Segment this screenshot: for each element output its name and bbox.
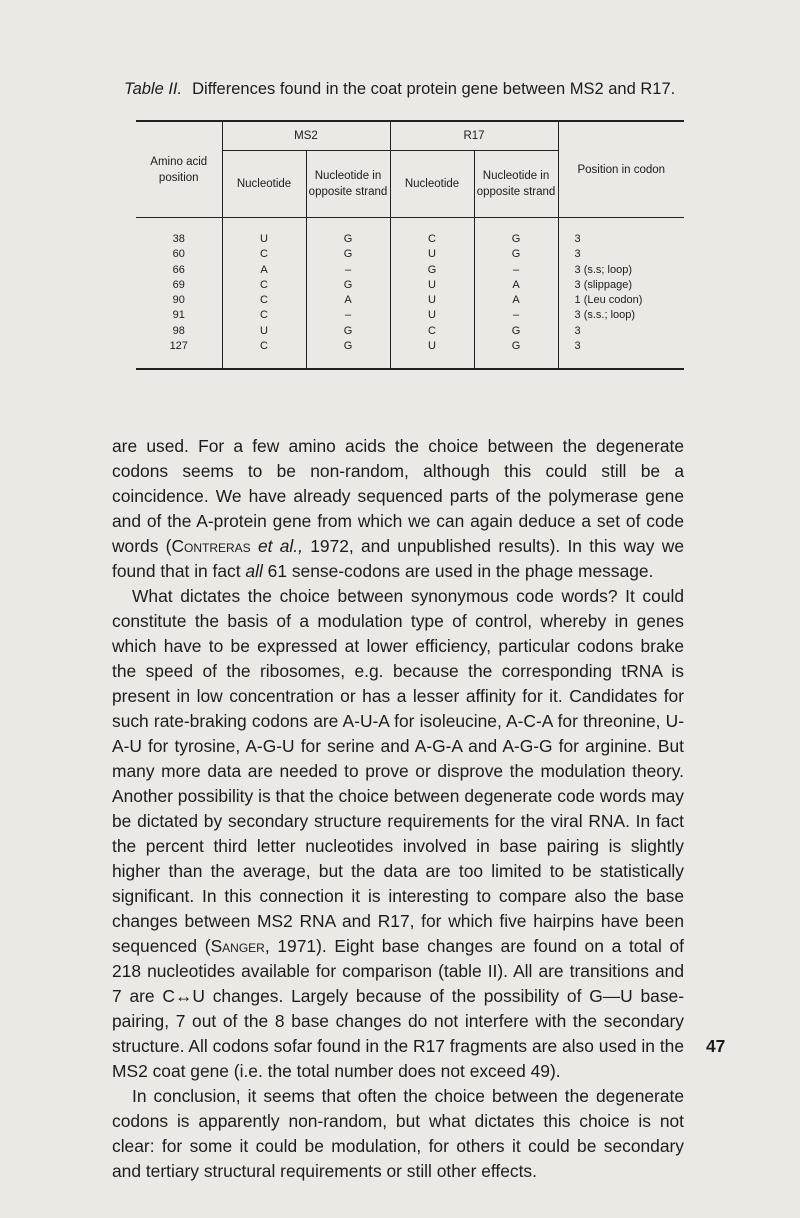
table-cell: C bbox=[222, 247, 306, 262]
table-cell: C bbox=[222, 308, 306, 323]
table-row bbox=[136, 339, 684, 369]
table-cell: G bbox=[306, 218, 390, 248]
table-cell: 3 (s.s.; loop) bbox=[574, 309, 636, 322]
header-ms2-nucleotide: Nucleotide bbox=[222, 151, 306, 218]
text-run: are used. For a few amino acids the choice between the degenerate codons seems to be non-random, although this could still be a coincidence. We have already sequenced parts of the polymerase gene and of the A-protein gene from which we can again deduce a set of code words ( bbox=[112, 436, 684, 556]
table-cell: 3 (s.s; loop) bbox=[574, 263, 632, 276]
table-cell: G bbox=[390, 263, 474, 278]
table-cell: U bbox=[390, 308, 474, 323]
table-cell: G bbox=[306, 278, 390, 293]
table-cell: 3 bbox=[574, 233, 581, 245]
table-cell: 60 bbox=[136, 247, 222, 262]
table-cell: A bbox=[222, 263, 306, 278]
table-cell: U bbox=[222, 324, 306, 339]
text-run bbox=[251, 536, 258, 556]
table-cell: U bbox=[390, 247, 474, 262]
text-run: In conclusion, it seems that often the choice between the degenerate codons is apparently non-random, but what dictates this choice is not clear: for some it could be modulation, for others it could be secondary and tertiary structural requirements or still other effects. bbox=[112, 1086, 684, 1181]
body-text bbox=[112, 434, 684, 1184]
table-row bbox=[136, 247, 684, 262]
table-cell: C bbox=[222, 339, 306, 369]
table-row bbox=[136, 218, 684, 248]
table-cell: G bbox=[474, 218, 558, 248]
table-cell: 3 bbox=[574, 248, 581, 261]
table-cell: U bbox=[390, 339, 474, 369]
table-row bbox=[136, 308, 684, 323]
table-cell: A bbox=[306, 293, 390, 308]
table-cell: G bbox=[474, 324, 558, 339]
base-change-table bbox=[136, 120, 684, 370]
text-run: 61 sense-codons are used in the phage message. bbox=[262, 561, 654, 581]
table-cell: U bbox=[390, 278, 474, 293]
header-group-r17: R17 bbox=[390, 121, 558, 151]
header-group-ms2: MS2 bbox=[222, 121, 390, 151]
table-caption-text: Differences found in the coat protein gene between MS2 and R17. bbox=[192, 80, 676, 98]
citation-author: Sanger bbox=[210, 936, 265, 956]
text-run: , 1971). Eight base changes are found on a total of 218 nucleotides available for comparison (table II). All are transitions and 7 are C↔U changes. Largely because of the possibility of G—U base-pairing, 7 out of the 8 base changes do not interfere with the secondary structure. All codons sofar found in the R17 fragments are also used in the MS2 coat gene (i.e. the total number does not exceed 49). bbox=[112, 936, 684, 1081]
table-cell: 69 bbox=[136, 278, 222, 293]
table-cell: 3 (slippage) bbox=[574, 278, 632, 291]
table-cell: C bbox=[390, 218, 474, 248]
table-cell: 38 bbox=[136, 218, 222, 248]
table-cell: G bbox=[474, 339, 558, 369]
text-run: et al., bbox=[257, 536, 303, 556]
table-cell: U bbox=[222, 218, 306, 248]
table-cell: – bbox=[474, 308, 558, 323]
table-cell: – bbox=[474, 263, 558, 278]
header-amino-acid: Amino acid position bbox=[136, 121, 222, 218]
table-cell: 91 bbox=[136, 308, 222, 323]
table-row bbox=[136, 278, 684, 293]
table-cell: A bbox=[474, 278, 558, 293]
header-r17-nucleotide: Nucleotide bbox=[390, 151, 474, 218]
table-row bbox=[136, 263, 684, 278]
table-cell: C bbox=[222, 293, 306, 308]
table-caption bbox=[124, 80, 724, 99]
table-cell: G bbox=[306, 339, 390, 369]
table-caption-label: Table II. bbox=[124, 80, 183, 98]
table-cell: 127 bbox=[136, 339, 222, 369]
paragraph bbox=[112, 584, 684, 1084]
table-cell: G bbox=[474, 247, 558, 262]
table-row bbox=[136, 293, 684, 308]
table-cell: C bbox=[390, 324, 474, 339]
text-run: 1972, and unpublished results). In this way we found that in fact bbox=[112, 536, 684, 581]
citation-author: Contreras bbox=[171, 536, 251, 556]
table-cell: 98 bbox=[136, 324, 222, 339]
table-cell: – bbox=[306, 263, 390, 278]
header-ms2-opposite: Nucleotide in opposite strand bbox=[306, 151, 390, 218]
table-cell: 90 bbox=[136, 293, 222, 308]
table-cell: U bbox=[390, 293, 474, 308]
paragraph bbox=[112, 1084, 684, 1184]
table-cell: 3 bbox=[574, 324, 581, 337]
table-cell: 66 bbox=[136, 263, 222, 278]
table-cell: A bbox=[474, 293, 558, 308]
page-number: 47 bbox=[706, 1036, 726, 1056]
header-position-in-codon: Position in codon bbox=[558, 121, 684, 218]
table-row bbox=[136, 324, 684, 339]
table-cell: 1 (Leu codon) bbox=[574, 294, 643, 307]
table-cell: G bbox=[306, 247, 390, 262]
header-r17-opposite: Nucleotide in opposite strand bbox=[474, 151, 558, 218]
table-cell: – bbox=[306, 308, 390, 323]
text-run: all bbox=[245, 561, 263, 581]
text-run: What dictates the choice between synonymous code words? It could constitute the basis of a modulation type of control, whereby in genes which have to be expressed at lower efficiency, particular codons brake the speed of the ribosomes, e.g. because the corresponding tRNA is present in low concentration or has a lesser affinity for it. Candidates for such rate-braking codons are A-U-A for isoleucine, A-C-A for threonine, U-A-U for tyrosine, A-G-U for serine and A-G-A and A-G-G for arginine. But many more data are needed to prove or disprove the modulation theory. Another possibility is that the choice between degenerate code words may be dictated by secondary structure requirements for the viral RNA. In fact the percent third letter nucleotides involved in base pairing is slightly higher than the average, but the data are too limited to be statistically significant. In this connection it is interesting to compare also the base changes between MS2 RNA and R17, for which five hairpins have been sequenced ( bbox=[112, 586, 684, 956]
paragraph bbox=[112, 434, 684, 584]
table-cell: G bbox=[306, 324, 390, 339]
table-cell: C bbox=[222, 278, 306, 293]
table-cell: 3 bbox=[558, 339, 684, 369]
table-body bbox=[136, 218, 684, 370]
